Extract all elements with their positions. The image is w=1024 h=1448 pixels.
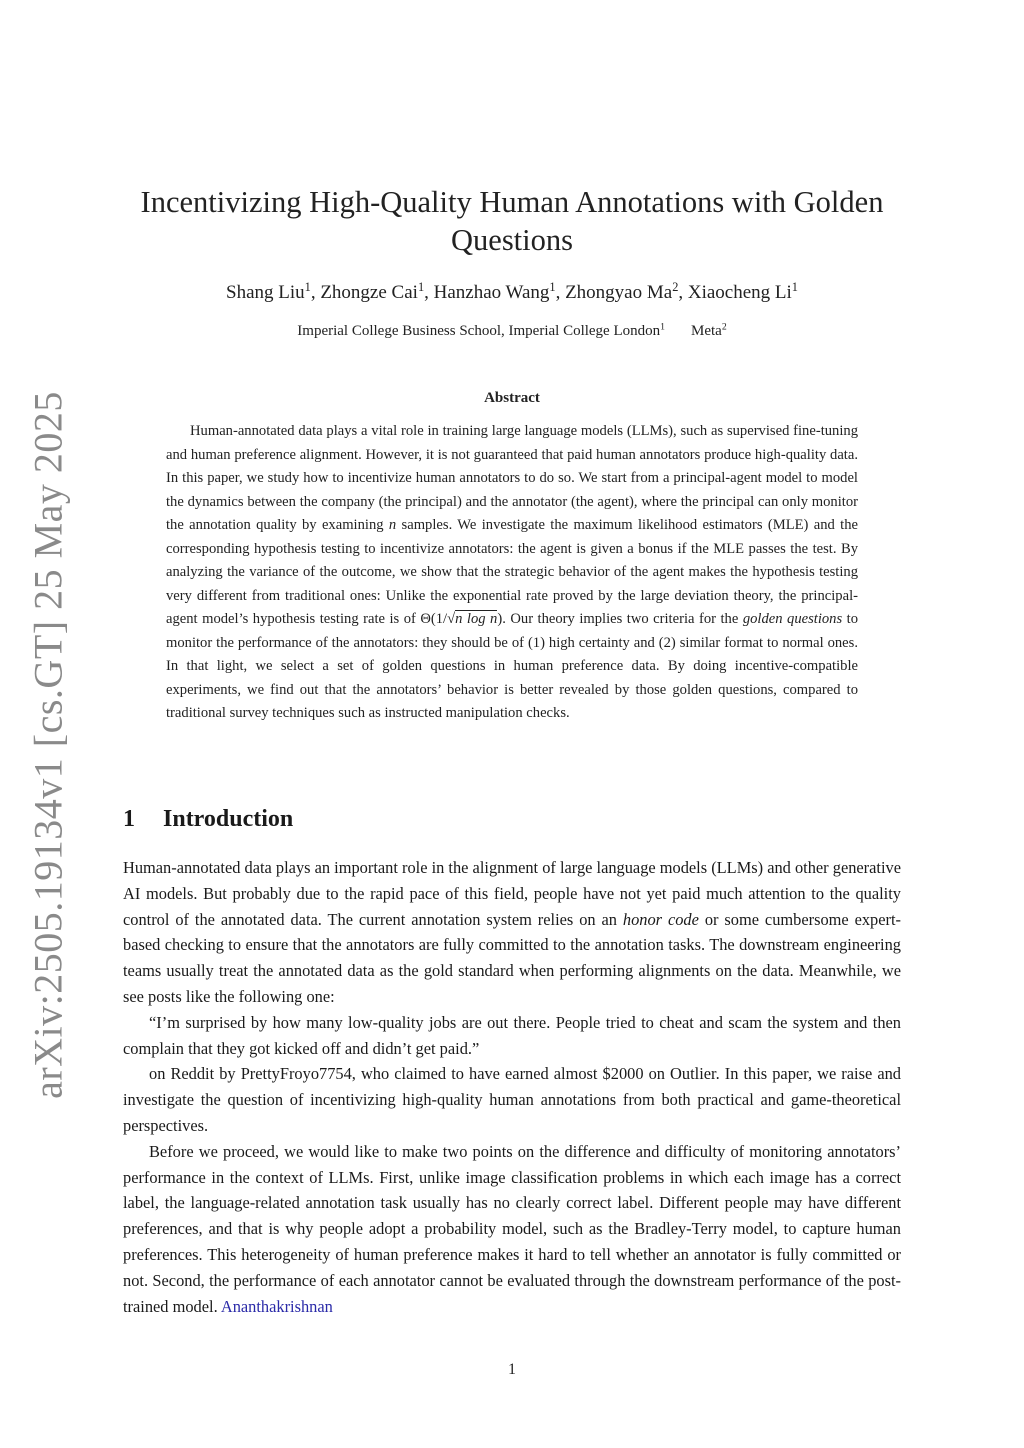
text-segment: or some cumbersome expert-based checking to ensure that the annotators are fully committed to the annotation tasks. The downstream engineering teams usually treat the annotated data as the gold standard when performing alignments on the data. Meanwhile, we see posts like the following one: bbox=[123, 909, 901, 1006]
abstract-segment: to monitor the performance of the annotators: they should be of (1) high certainty and (2) similar format to normal ones. In that light, we select a set of golden questions in human preference data. By doing incentive-compatible experiments, we find out that the annotators’ behavior is better revealed by those golden questions, compared to traditional survey techniques such as instructed manipulation checks. bbox=[166, 611, 858, 721]
text-segment: Before we proceed, we would like to make two points on the difference and difficulty of monitoring annotators’ performance in the context of LLMs. First, unlike image classification problems in which each image has a correct label, the language-related annotation task usually has no clearly correct label. Different people may have different preferences, and that is why people adopt a probability model, such as the Bradley-Terry model, to capture human preferences. This heterogeneity of human preference makes it hard to tell whether an annotator is fully committed or not. Second, the performance of each annotator cannot be evaluated through the downstream performance of the post-trained model. bbox=[123, 1141, 901, 1316]
author-name: Hanzhao Wang bbox=[433, 282, 550, 303]
citation-link[interactable]: Ananthakrishnan bbox=[220, 1296, 333, 1316]
golden-questions-term: golden questions bbox=[742, 611, 843, 627]
author-name: Xiaocheng Li bbox=[687, 282, 792, 303]
math-rate-radicand: n log n bbox=[455, 611, 498, 627]
intro-paragraph: on Reddit by PrettyFroyo7754, who claimed to have earned almost $2000 on Outlier. In this paper, we raise and investigate the question of incentivizing high-quality human annotations from both practical and game-theoretical perspectives. bbox=[123, 1064, 901, 1135]
page-number: 1 bbox=[508, 1361, 516, 1378]
abstract-text bbox=[166, 420, 858, 726]
affiliation-mark: 1 bbox=[660, 321, 666, 333]
author-name: Shang Liu bbox=[226, 282, 305, 303]
affiliations bbox=[112, 323, 912, 340]
abstract-segment: samples. We investigate the maximum likelihood estimators (MLE) and the corresponding hypothesis testing to incentivize annotators: the agent is given a bonus if the MLE passes the test. By analyzing the variance of the outcome, we show that the strategic behavior of the agent makes the hypothesis testing very different from traditional ones: Unlike the exponential rate proved by the large deviation theory, the principal-agent model’s hypothesis testing rate is of bbox=[166, 517, 858, 627]
paper-title: Incentivizing High-Quality Human Annotations with Golden Questions bbox=[140, 185, 884, 257]
intro-paragraph bbox=[123, 1139, 901, 1320]
author-name: Zhongze Cai bbox=[320, 282, 418, 303]
author-name: Zhongyao Ma bbox=[565, 282, 673, 303]
author-affiliation-mark: 1 bbox=[417, 280, 425, 295]
emphasis-term: honor code bbox=[622, 909, 699, 929]
math-variable: n bbox=[388, 517, 397, 533]
author-affiliation-mark: 1 bbox=[791, 280, 798, 295]
author-affiliation-mark: 1 bbox=[549, 280, 556, 295]
intro-quote: “I’m surprised by how many low-quality jobs are out there. People tried to cheat and scam the system and then complain that they got kicked off and didn’t get paid.” bbox=[123, 1012, 901, 1058]
intro-paragraph bbox=[123, 855, 901, 1010]
author-list: Shang Liu$^1$, Zhongze Cai$^1$, Hanzhao Wang$^1$, Zhongyao Ma$^2$, Xiaocheng Li$^1$ bbox=[226, 280, 798, 303]
abstract-segment: . Our theory implies two criteria for the bbox=[502, 611, 743, 627]
section-number: 1 bbox=[123, 806, 135, 832]
arxiv-side-identifier: arXiv:2505.19134v1 [cs.GT] 25 May 2025 bbox=[25, 391, 71, 1099]
introduction-body bbox=[123, 855, 901, 1319]
affiliation-name: Meta bbox=[691, 323, 722, 339]
affiliation-mark: 2 bbox=[721, 321, 727, 333]
math-rate bbox=[420, 610, 502, 627]
author-affiliation-mark: 1 bbox=[304, 280, 311, 295]
author-affiliation-mark: 2 bbox=[672, 280, 679, 295]
affiliation-name: Imperial College Business School, Imperial College London bbox=[297, 323, 661, 339]
section-heading bbox=[123, 806, 293, 833]
section-title: Introduction bbox=[163, 806, 294, 832]
math-rate-prefix: Θ(1/√ bbox=[420, 611, 456, 627]
abstract-segment: Human-annotated data plays a vital role in training large language models (LLMs), such as supervised fine-tuning and human preference alignment. However, it is not guaranteed that paid human annotators produce high-quality data. In this paper, we study how to incentivize human annotators to do so. We start from a principal-agent model to model the dynamics between the company (the principal) and the annotator (the agent), where the principal can only monitor the annotation quality by examining bbox=[166, 423, 858, 533]
text-segment: Human-annotated data plays an important role in the alignment of large language models (LLMs) and other generative AI models. But probably due to the rapid pace of this field, people have not yet paid much attention to the quality control of the annotated data. The current annotation system relies on an bbox=[123, 858, 901, 929]
math-rate-suffix: ) bbox=[497, 611, 503, 627]
abstract-heading: Abstract bbox=[484, 390, 540, 406]
